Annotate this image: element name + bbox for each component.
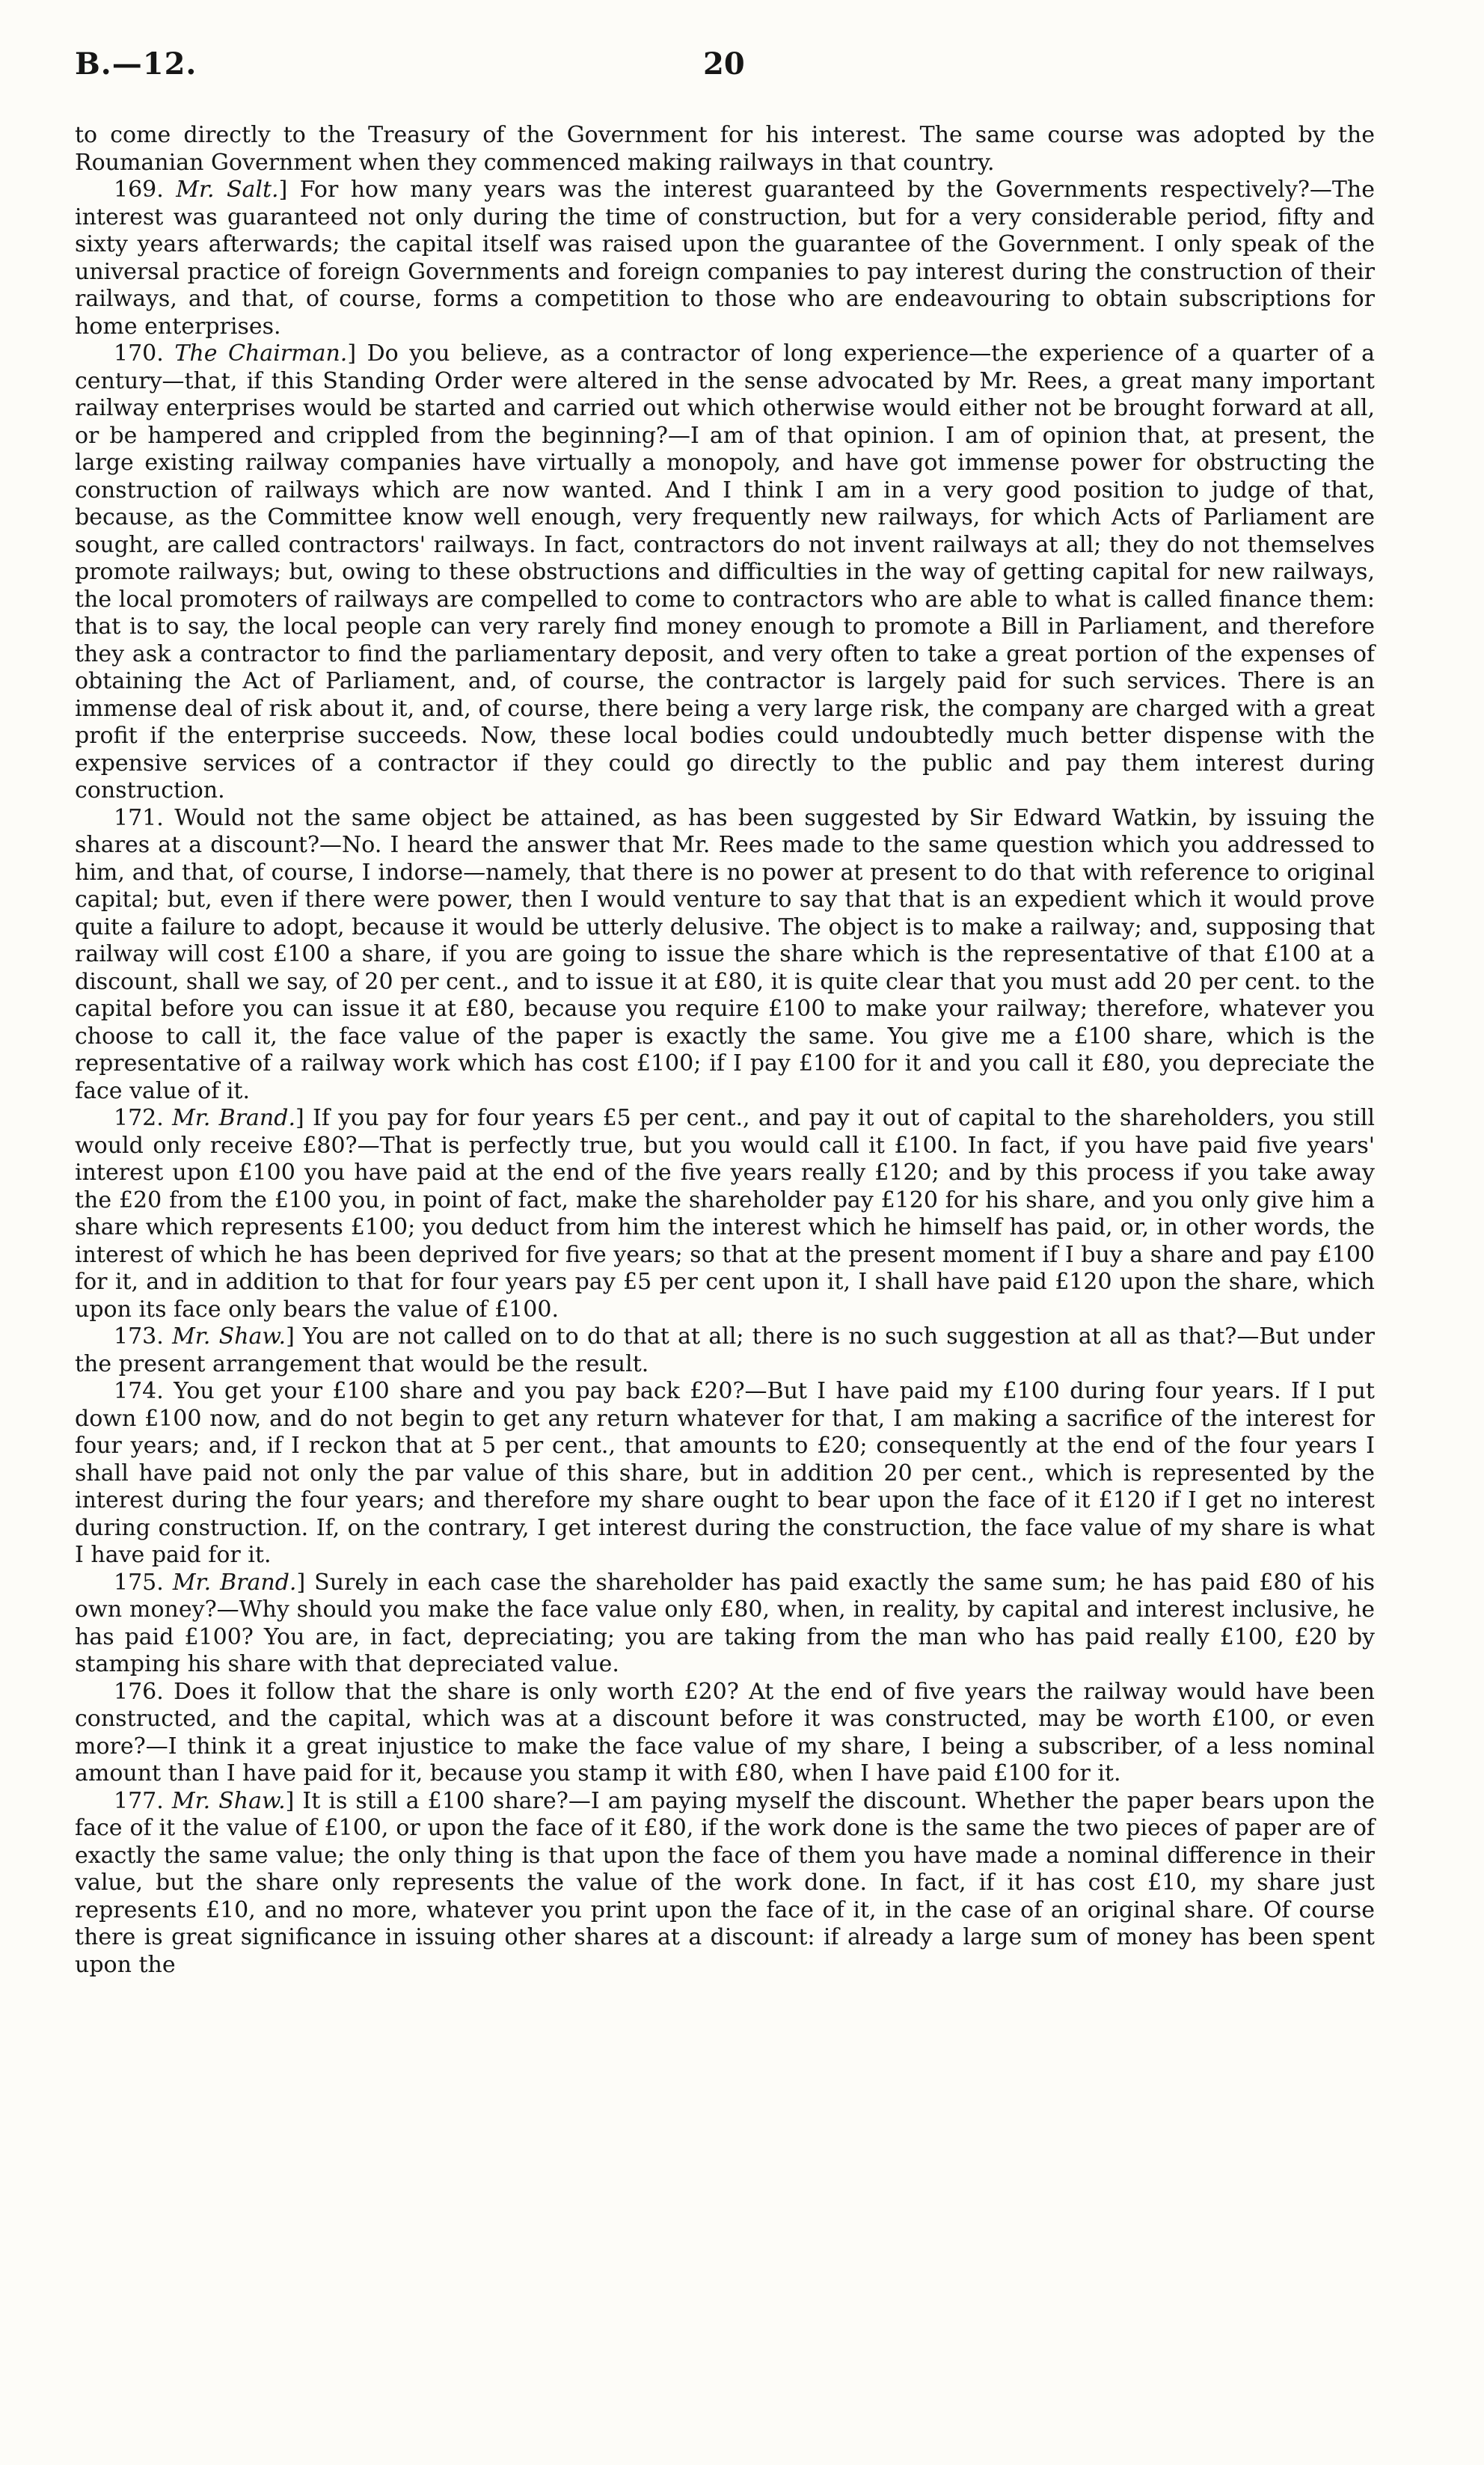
speaker-bracket: ] — [286, 1323, 304, 1350]
paragraph-text: Surely in each case the shareholder has paid exactly the same sum; he has paid £80 of his own money?—Why should you make the face value only £80, when, in reality, by capital and interest inclusive, he has paid £100? You are, in fact, depreciating; you are taking from the man who has paid really £100, £20 by stamping his share with that depreciated value. — [75, 1569, 1375, 1677]
speaker-bracket: ] — [278, 177, 300, 203]
paragraph-continuation — [75, 122, 1375, 177]
paragraph-text: Does it follow that the share is only worth £20? At the end of five years the railway would have been constructed, and the capital, which was at a discount before it was constructed, may be worth £100, or even more?—I think it a great injustice to make the face value of my share, I being a subscriber, of a less nominal amount than I have paid for it, because you stamp it with £80, when I have paid £100 for it. — [75, 1678, 1375, 1786]
page-body — [75, 122, 1375, 1979]
paragraph-text: It is still a £100 share?—I am paying myself the discount. Whether the paper bears upon the face of it the value of £100, or upon the face of it £80, if the work done is the same the two pieces of paper are of exactly the same value; the only thing is that upon the face of them you have made a nominal difference in their value, but the share only represents the value of the work done. In fact, if it has cost £10, my share just represents £10, and no more, whatever you print upon the face of it, in the case of an original share. Of course there is great significance in issuing other shares at a discount: if already a large sum of money has been spent upon the — [75, 1787, 1375, 1978]
speaker-bracket: ] — [295, 1105, 313, 1131]
paragraph-text: to come directly to the Treasury of the Government for his interest. The same course was adopted by the Roumanian Government when they commenced making railways in that country. — [75, 122, 1375, 176]
question-number: 175. — [114, 1569, 173, 1596]
paragraph-174 — [75, 1378, 1375, 1570]
document-reference: B.—12. — [75, 46, 197, 82]
speaker-bracket: ] — [285, 1787, 303, 1814]
paragraph-text: You get your £100 share and you pay back £20?—But I have paid my £100 during four years. If I put down £100 now, and do not begin to get any return whatever for that, I am making a sacrifice of the interest for four years; and, if I reckon that at 5 per cent., that amounts to £20; consequently at the end of the four years I shall have paid not only the par value of this share, but in addition 20 per cent., which is represented by the interest during the four years; and therefore my share ought to bear upon the face of it £120 if I get no interest during construction. If, on the contrary, I get interest during the construction, the face value of my share is what I have paid for it. — [75, 1378, 1375, 1568]
question-number: 170. — [114, 340, 175, 367]
speaker-name: Mr. Shaw. — [172, 1323, 286, 1350]
paragraph-176 — [75, 1679, 1375, 1788]
speaker-bracket: ] — [296, 1569, 315, 1596]
question-number: 177. — [114, 1787, 172, 1814]
paragraph-173 — [75, 1323, 1375, 1378]
question-number: 171. — [114, 804, 175, 831]
paragraph-text: For how many years was the interest guaranteed by the Governments respectively?—The interest was guaranteed not only during the time of construction, but for a very considerable period, fifty and sixty years afterwards; the capital itself was raised upon the guarantee of the Government. I only speak of the universal practice of foreign Governments and foreign companies to pay interest during the construction of their railways, and that, of course, forms a competition to those who are endeavouring to obtain subscriptions for home enterprises. — [75, 177, 1376, 340]
paragraph-text: Would not the same object be attained, as has been suggested by Sir Edward Watkin, by issuing the shares at a discount?—No. I heard the answer that Mr. Rees made to the same question which you addressed to him, and that, of course, I indorse—namely, that there is no power at present to do that with reference to original capital; but, even if there were power, then I would venture to say that that is an expedient which it would prove quite a failure to adopt, because it would be utterly delusive. The object is to make a railway; and, supposing that railway will cost £100 a share, if you are going to issue the share which is the representative of that £100 at a discount, shall we say, of 20 per cent., and to issue it at £80, it is quite clear that you must add 20 per cent. to the capital before you can issue it at £80, because you require £100 to make your railway; therefore, whatever you choose to call it, the face value of the paper is exactly the same. You give me a £100 share, which is the representative of a railway work which has cost £100; if I pay £100 for it and you call it £80, you depreciate the face value of it. — [75, 804, 1376, 1104]
page-header — [75, 46, 1409, 91]
question-number: 174. — [114, 1378, 174, 1404]
paragraph-text: Do you believe, as a contractor of long experience—the experience of a quarter of a century—that, if this Standing Order were altered in the sense advocated by Mr. Rees, a great many important railway enterprises would be started and carried out which otherwise would either not be brought forward at all, or be hampered and crippled from the beginning?—I am of that opinion. I am of opinion that, at present, the large existing railway companies have virtually a monopoly, and have got immense power for obstructing the construction of railways which are now wanted. And I think I am in a very good position to judge of that, because, as the Committee know well enough, very frequently new railways, for which Acts of Parliament are sought, are called contractors' railways. In fact, contractors do not invent railways at all; they do not themselves promote railways; but, owing to these obstructions and difficulties in the way of getting capital for new railways, the local promoters of railways are compelled to come to contractors who are able to what is called finance them: that is to say, the local people can very rarely find money enough to promote a Bill in Parliament, and therefore they ask a contractor to find the parliamentary deposit, and very often to take a great portion of the expenses of obtaining the Act of Parliament, and, of course, the contractor is largely paid for such services. There is an immense deal of risk about it, and, of course, there being a very large risk, the company are charged with a great profit if the enterprise succeeds. Now, these local bodies could undoubtedly much better dispense with the expensive services of a contractor if they could go directly to the public and pay them interest during construction. — [75, 340, 1375, 803]
paragraph-text: You are not called on to do that at all; there is no such suggestion at all as that?—But under the present arrangement that would be the result. — [75, 1323, 1375, 1377]
speaker-bracket: ] — [347, 340, 367, 367]
paragraph-171 — [75, 805, 1375, 1106]
question-number: 172. — [114, 1105, 173, 1131]
speaker-name: Mr. Brand. — [172, 1105, 295, 1131]
speaker-name: Mr. Brand. — [172, 1569, 297, 1596]
paragraph-text: If you pay for four years £5 per cent., and pay it out of capital to the shareholders, you still would only receive £80?—That is perfectly true, but you would call it £100. In fact, if you have paid five years' interest upon £100 you have paid at the end of the five years really £120; and by this process if you take away the £20 from the £100 you, in point of fact, make the shareholder pay £120 for his share, and you only give him a share which represents £100; you deduct from him the interest which he himself has paid, or, in other words, the interest of which he has been deprived for five years; so that at the present moment if I buy a share and pay £100 for it, and in addition to that for four years pay £5 per cent upon it, I shall have paid £120 upon the share, which upon its face only bears the value of £100. — [75, 1105, 1375, 1323]
paragraph-177 — [75, 1788, 1375, 1979]
question-number: 173. — [114, 1323, 173, 1350]
speaker-name: Mr. Shaw. — [171, 1787, 286, 1814]
question-number: 169. — [114, 177, 177, 203]
page-number: 20 — [703, 46, 745, 82]
paragraph-175 — [75, 1570, 1375, 1679]
paragraph-172 — [75, 1105, 1375, 1323]
speaker-name: The Chairman. — [174, 340, 348, 367]
paragraph-169 — [75, 177, 1375, 340]
question-number: 176. — [114, 1678, 174, 1705]
paragraph-170 — [75, 340, 1375, 805]
speaker-name: Mr. Salt. — [176, 177, 279, 203]
